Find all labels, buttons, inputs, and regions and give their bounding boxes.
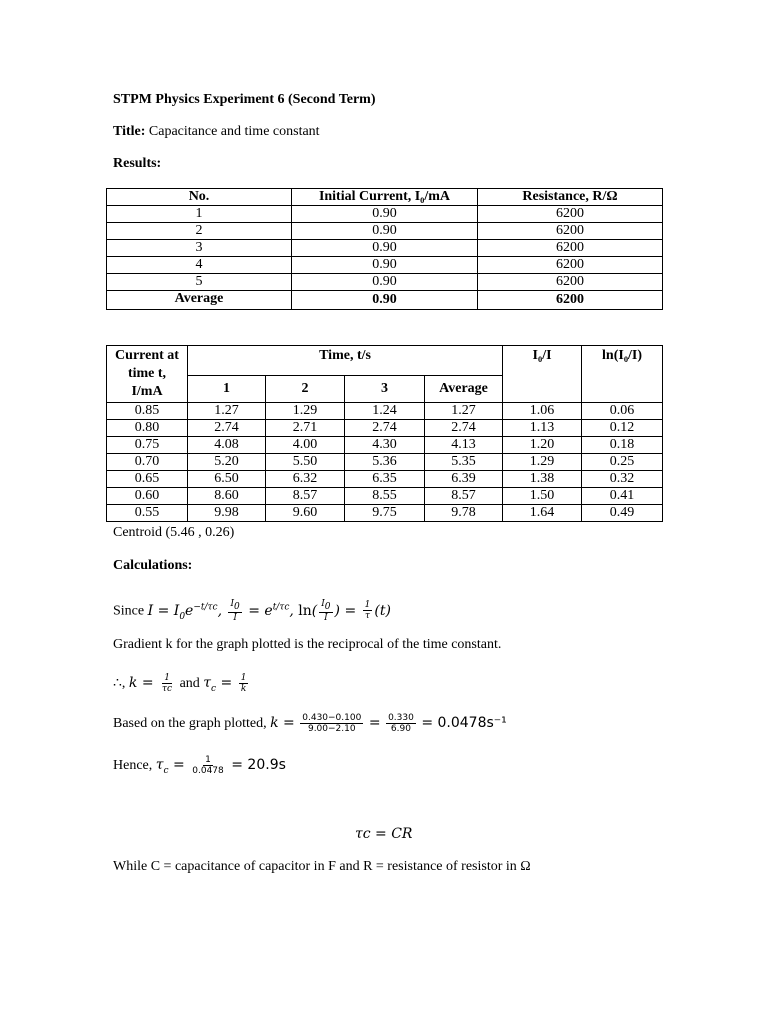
- based-equation: Based on the graph plotted, k = $\frac{0.430-0.100}{9.00-2.10}$ = $\frac{0.330}{6.90}$ = 0.0478s⁻¹: [113, 713, 507, 735]
- cell: 2.74: [425, 420, 503, 437]
- cell: 2.74: [345, 420, 425, 437]
- cell: 1.27: [425, 403, 503, 420]
- k-result: = 0.0478s⁻¹: [421, 715, 507, 731]
- header-trial-3: 3: [345, 376, 425, 403]
- centroid-text: Centroid (5.46 , 0.26): [113, 525, 235, 540]
- table-row: [107, 437, 663, 454]
- cell: 0.90: [292, 223, 478, 240]
- cell: 0.80: [107, 420, 188, 437]
- tau-cr-equation: τc = CR: [355, 826, 413, 842]
- cell: 4.30: [345, 437, 425, 454]
- header-trial-1: 1: [188, 376, 266, 403]
- cell: 1.20: [503, 437, 582, 454]
- header-current: Current at time t, I/mA: [107, 346, 188, 403]
- tau-denominator: 0.0478: [192, 766, 224, 777]
- hence-equation: Hence, $\tau_c$ = $\frac{1}{0.0478}$ = 20.9s: [113, 755, 286, 777]
- cell: 0.32: [582, 471, 663, 488]
- therefore-symbol: ∴,: [113, 676, 129, 691]
- cell: 6.32: [266, 471, 345, 488]
- table-row: [107, 206, 663, 223]
- cell: 0.60: [107, 488, 188, 505]
- cell: 2.74: [188, 420, 266, 437]
- cell: 6200: [478, 240, 663, 257]
- cell: 6.35: [345, 471, 425, 488]
- cell: 3: [107, 240, 292, 257]
- cell: 0.90: [292, 240, 478, 257]
- cell: 1.06: [503, 403, 582, 420]
- k-numerator-1: 0.430−0.100: [302, 713, 362, 724]
- cell: 0.65: [107, 471, 188, 488]
- cell: 1.24: [345, 403, 425, 420]
- calculations-heading: Calculations:: [113, 558, 193, 573]
- cell: 6.50: [188, 471, 266, 488]
- cell: 4: [107, 257, 292, 274]
- hence-text: Hence,: [113, 758, 153, 773]
- table-row: [107, 454, 663, 471]
- and-text: and: [179, 676, 200, 691]
- table-row: [107, 223, 663, 240]
- cell: 1.29: [503, 454, 582, 471]
- table-row: [107, 488, 663, 505]
- cell: 6200: [478, 206, 663, 223]
- cell: 6200: [478, 274, 663, 291]
- cell: 0.49: [582, 505, 663, 522]
- cell: 8.60: [188, 488, 266, 505]
- header-resistance: Resistance, R/Ω: [478, 189, 663, 206]
- cell: 6200: [478, 223, 663, 240]
- cell: 0.75: [107, 437, 188, 454]
- title-label: Title:: [113, 124, 146, 139]
- gradient-text: Gradient k for the graph plotted is the reciprocal of the time constant.: [113, 637, 502, 652]
- table-row: [107, 403, 663, 420]
- title-line: [113, 124, 320, 140]
- cell: 6200: [478, 257, 663, 274]
- header-ln: ln(I₀/I): [582, 346, 663, 403]
- cell: 8.55: [345, 488, 425, 505]
- table-row: [107, 505, 663, 522]
- cell: 6.39: [425, 471, 503, 488]
- time-table: [106, 345, 663, 522]
- table-average-row: [107, 291, 663, 310]
- cell: 5: [107, 274, 292, 291]
- k-denominator-1: 9.00−2.10: [307, 724, 356, 735]
- header-trial-2: 2: [266, 376, 345, 403]
- document-header: STPM Physics Experiment 6 (Second Term): [113, 92, 376, 107]
- since-label: Since: [113, 603, 145, 619]
- cell: 0.85: [107, 403, 188, 420]
- cell: 0.25: [582, 454, 663, 471]
- results-heading: Results:: [113, 156, 162, 171]
- cell: 4.08: [188, 437, 266, 454]
- cell: 0.55: [107, 505, 188, 522]
- while-text: While C = capacitance of capacitor in F and R = resistance of resistor in Ω: [113, 859, 531, 874]
- table-row: [107, 274, 663, 291]
- cell: 1: [107, 206, 292, 223]
- based-text: Based on the graph plotted,: [113, 716, 267, 731]
- table-row: [107, 240, 663, 257]
- cell: 1.50: [503, 488, 582, 505]
- cell: 5.36: [345, 454, 425, 471]
- cell: 5.20: [188, 454, 266, 471]
- cell: 2.71: [266, 420, 345, 437]
- cell: 4.00: [266, 437, 345, 454]
- header-initial-current: Initial Current, I₀/mA: [292, 189, 478, 206]
- header-time: Time, t/s: [188, 346, 503, 376]
- tau-numerator: 1: [205, 755, 211, 766]
- header-ratio: I₀/I: [503, 346, 582, 403]
- header-no: No.: [107, 189, 292, 206]
- k-denominator-2: 6.90: [390, 724, 411, 735]
- exponential-formula: $I = I_0e^{-t/\tau c}$, $\frac{I_0}{I}$ = $e^{t/\tau c}$, ln( $\frac{I_0}{I}$ ) = $\frac{1}{\tau}$ (t): [147, 598, 391, 623]
- cell: 1.13: [503, 420, 582, 437]
- since-equation: [113, 593, 391, 630]
- average-resistance: 6200: [478, 291, 663, 310]
- cell: 2: [107, 223, 292, 240]
- table-header-row: [107, 189, 663, 206]
- average-label: Average: [107, 291, 292, 310]
- cell: 5.35: [425, 454, 503, 471]
- cell: 8.57: [266, 488, 345, 505]
- cell: 8.57: [425, 488, 503, 505]
- cell: 0.90: [292, 274, 478, 291]
- cell: 1.38: [503, 471, 582, 488]
- average-current: 0.90: [292, 291, 478, 310]
- tau-result: = 20.9s: [231, 757, 286, 773]
- cell: 0.90: [292, 257, 478, 274]
- cell: 1.27: [188, 403, 266, 420]
- cell: 1.29: [266, 403, 345, 420]
- title-value: Capacitance and time constant: [148, 124, 320, 139]
- cell: 9.75: [345, 505, 425, 522]
- cell: 0.12: [582, 420, 663, 437]
- results-table: [106, 188, 663, 310]
- k-numerator-2: 0.330: [388, 713, 414, 724]
- cell: 0.18: [582, 437, 663, 454]
- table-header-row: [107, 346, 663, 376]
- cell: 0.41: [582, 488, 663, 505]
- cell: 9.78: [425, 505, 503, 522]
- therefore-equation: ∴, k = $\frac{1}{\tau c}$ and $\tau_c$ = $\frac{1}{k}$: [113, 672, 247, 694]
- cell: 1.64: [503, 505, 582, 522]
- table-row: [107, 420, 663, 437]
- cell: 0.70: [107, 454, 188, 471]
- table-row: [107, 257, 663, 274]
- cell: 9.98: [188, 505, 266, 522]
- cell: 9.60: [266, 505, 345, 522]
- cell: 5.50: [266, 454, 345, 471]
- header-average: Average: [425, 376, 503, 403]
- cell: 0.06: [582, 403, 663, 420]
- cell: 4.13: [425, 437, 503, 454]
- cell: 0.90: [292, 206, 478, 223]
- table-row: [107, 471, 663, 488]
